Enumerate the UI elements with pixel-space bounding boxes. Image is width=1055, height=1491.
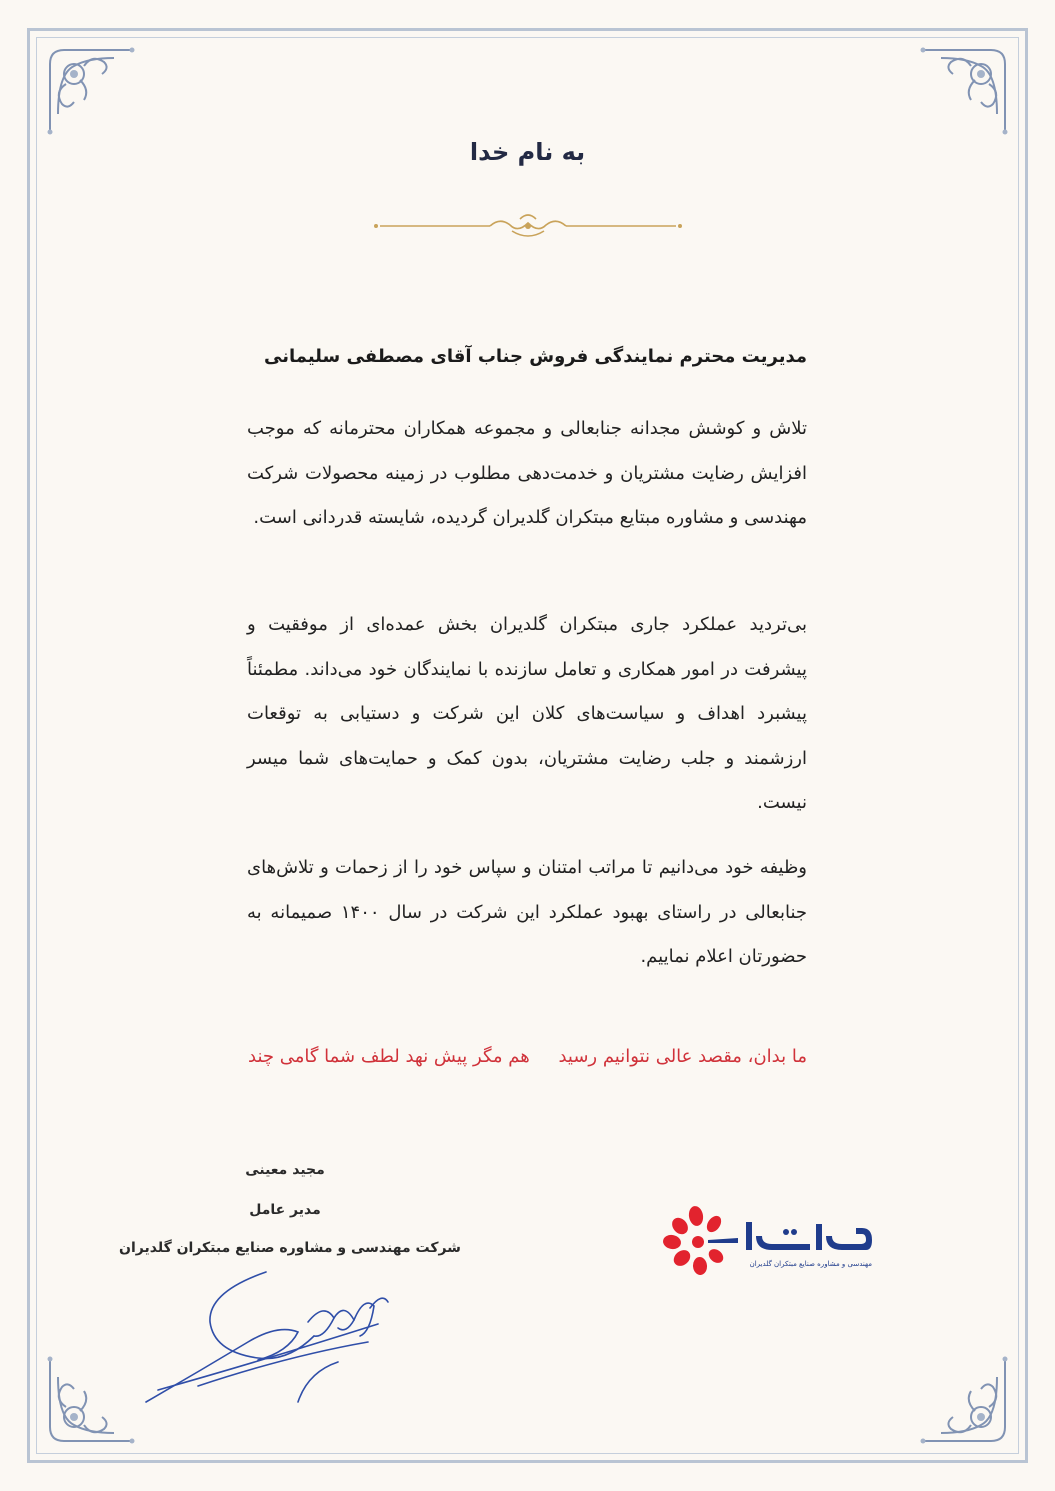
company-logo <box>656 1200 886 1285</box>
corner-ornament-top-right <box>919 44 1011 136</box>
corner-ornament-top-left <box>44 44 136 136</box>
page-title: به نام خدا <box>469 138 586 166</box>
handwritten-signature <box>138 1262 398 1407</box>
body-paragraph-3: وظیفه خود می‌دانیم تا مراتب امتنان و سپاس خود را از زحمات و تلاش‌های جنابعالی در راستای بهبود عملکرد این شرکت در سال ۱۴۰۰ صمیمانه به حضورتان اعلام نماییم. <box>247 857 808 967</box>
body-paragraph-1: تلاش و کوشش مجدانه جنابعالی و مجموعه همکاران محترمانه که موجب افزایش رضایت مشتریان و خدمت‌دهی مطلوب در زمینه محصولات شرکت مهندسی و مشاوره مبتایع مبتکران گلدیران گردیده، شایسته قدردانی است. <box>247 418 807 528</box>
title-divider-ornament <box>372 211 684 241</box>
poem-verse-left: هم مگر پیش نهد لطف شما گامی چند <box>248 1046 530 1067</box>
signatory-name: مجید معینی <box>245 1162 325 1178</box>
logo-caption: مهندسی و مشاوره صنایع مبتکران گلدیران <box>749 1260 872 1268</box>
poem-verse-right: ما بدان، مقصد عالی نتوانیم رسید <box>558 1046 807 1067</box>
signatory-role: مدیر عامل <box>249 1202 321 1218</box>
body-paragraph-2: بی‌تردید عملکرد جاری مبتکران گلدیران بخش عمده‌ای از موفقیت و پیشرفت در امور همکاری و تعامل سازنده با نمایندگان خود می‌داند. مطمئناً پیشبرد اهداف و سیاست‌های کلان این شرکت و دستیابی به توقعات ارزشمند و جلب رضایت مشتریان، بدون کمک و حمایت‌های شما میسر نیست. <box>247 614 807 813</box>
corner-ornament-bottom-left <box>44 1355 136 1447</box>
recipient-line: مدیریت محترم نمایندگی فروش جناب آقای مصطفی سلیمانی <box>264 346 807 367</box>
signatory-company: شرکت مهندسی و مشاوره صنایع مبتکران گلدیران <box>119 1240 461 1256</box>
corner-ornament-bottom-right <box>919 1355 1011 1447</box>
